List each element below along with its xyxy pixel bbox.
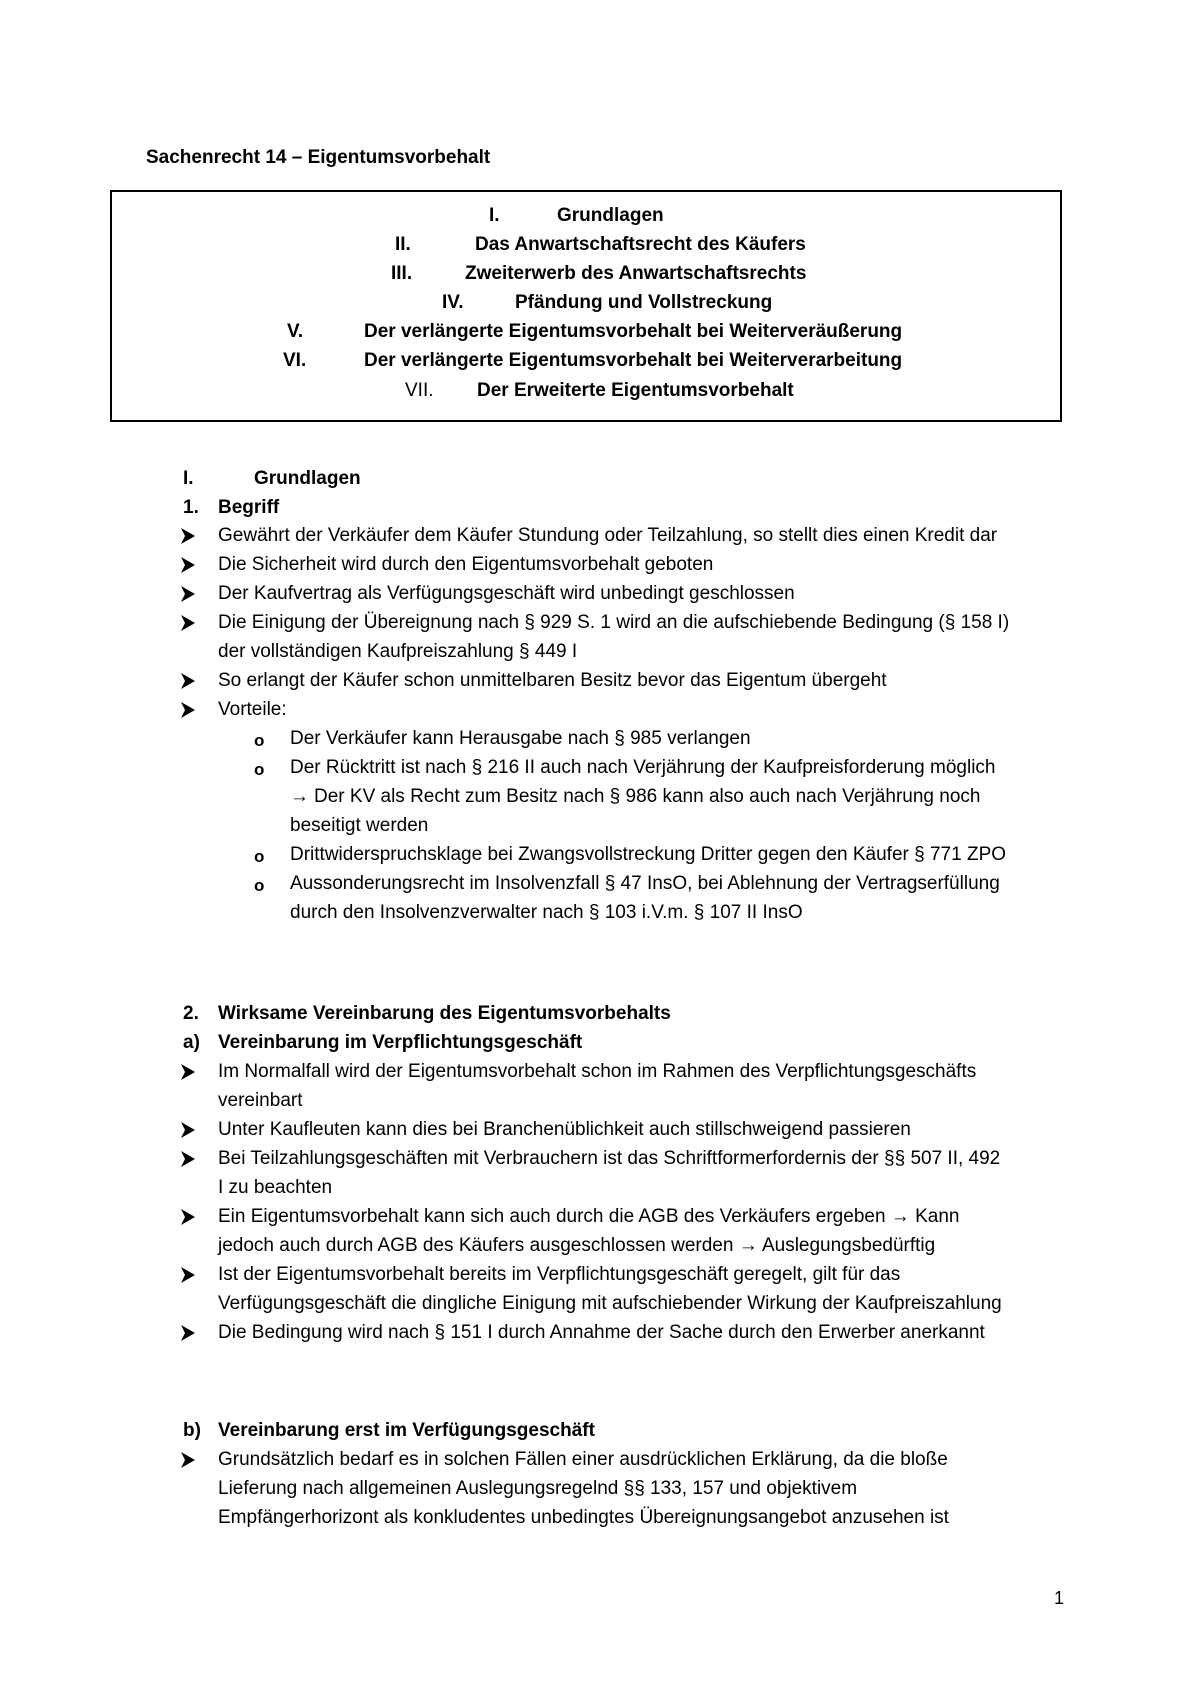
list-item-continuation: Verfügungsgeschäft die dingliche Einigung mit aufschiebender Wirkung der Kaufpreiszahlung (218, 1293, 1002, 1314)
arrowhead-bullet-icon (180, 1062, 198, 1086)
list-item (218, 1205, 959, 1229)
sub-list-item: Drittwiderspruchsklage bei Zwangsvollstreckung Dritter gegen den Käufer § 771 ZPO (290, 844, 1007, 865)
toc-item-number: V. (287, 321, 304, 342)
toc-item-text: Zweiterwerb des Anwartschaftsrechts (465, 263, 807, 284)
list-item: Der Kaufvertrag als Verfügungsgeschäft wird unbedingt geschlossen (218, 583, 795, 604)
toc-item-text: Pfändung und Vollstreckung (515, 292, 773, 313)
section-number: I. (183, 468, 194, 489)
right-arrow-icon: → (738, 1235, 758, 1256)
arrowhead-bullet-icon (180, 1323, 198, 1347)
list-item: Im Normalfall wird der Eigentumsvorbehalt schon im Rahmen des Verpflichtungsgeschäfts (218, 1061, 977, 1082)
list-item: Ist der Eigentumsvorbehalt bereits im Verpflichtungsgeschäft geregelt, gilt für das (218, 1264, 901, 1285)
toc-item-text: Der Erweiterte Eigentumsvorbehalt (477, 380, 794, 401)
list-item: Die Sicherheit wird durch den Eigentumsvorbehalt geboten (218, 554, 714, 575)
toc-item-text: Das Anwartschaftsrecht des Käufers (475, 234, 806, 255)
list-item-continuation: der vollständigen Kaufpreiszahlung § 449 I (218, 641, 578, 662)
list-item-text: Kann (915, 1206, 960, 1227)
subsection-letter: b) (183, 1420, 201, 1441)
toc-item-number: III. (391, 263, 413, 284)
list-item: Gewährt der Verkäufer dem Käufer Stundung oder Teilzahlung, so stellt dies einen Kredit dar (218, 525, 998, 546)
subsection-number: 1. (183, 497, 199, 518)
subsection-heading: Vereinbarung im Verpflichtungsgeschäft (218, 1032, 583, 1053)
circle-bullet-icon: o (254, 847, 265, 866)
list-item-continuation: Empfängerhorizont als konkludentes unbedingtes Übereignungsangebot anzusehen ist (218, 1507, 949, 1528)
sub-list-item: Aussonderungsrecht im Insolvenzfall § 47 InsO, bei Ablehnung der Vertragserfüllung (290, 873, 1000, 894)
circle-bullet-icon: o (254, 876, 265, 895)
subsection-letter: a) (183, 1032, 200, 1053)
circle-bullet-icon: o (254, 760, 265, 779)
toc-item-number: I. (489, 205, 500, 226)
toc-item-text: Grundlagen (557, 205, 664, 226)
toc-item-text: Der verlängerte Eigentumsvorbehalt bei Weiterveräußerung (364, 321, 903, 342)
arrowhead-bullet-icon (180, 526, 198, 550)
list-item: So erlangt der Käufer schon unmittelbaren Besitz bevor das Eigentum übergeht (218, 670, 887, 691)
list-item: Vorteile: (218, 699, 287, 720)
toc-item-text: Der verlängerte Eigentumsvorbehalt bei Weiterverarbeitung (364, 350, 903, 371)
section-heading: Grundlagen (254, 468, 361, 489)
arrowhead-bullet-icon (180, 613, 198, 637)
list-item-continuation (218, 1234, 935, 1258)
list-item-continuation: vereinbart (218, 1090, 303, 1111)
subsection-heading: Vereinbarung erst im Verfügungsgeschäft (218, 1420, 595, 1441)
page-number: 1 (1054, 1588, 1065, 1608)
sub-list-item-continuation: Der KV als Recht zum Besitz nach § 986 kann also auch nach Verjährung noch (314, 786, 981, 807)
toc-item-number: IV. (442, 292, 464, 313)
right-arrow-icon: → (290, 786, 309, 807)
list-item-continuation: I zu beachten (218, 1177, 333, 1198)
arrowhead-bullet-icon (180, 1450, 198, 1474)
list-item-text: Auslegungsbedürftig (761, 1235, 936, 1256)
circle-bullet-icon: o (254, 731, 265, 750)
subsection-heading: Begriff (218, 497, 280, 518)
page-title: Sachenrecht 14 – Eigentumsvorbehalt (146, 147, 491, 168)
sub-list-item: Der Rücktritt ist nach § 216 II auch nach Verjährung der Kaufpreisforderung möglich (290, 757, 996, 778)
arrowhead-bullet-icon (180, 1207, 198, 1231)
arrowhead-bullet-icon (180, 1120, 198, 1144)
arrowhead-bullet-icon (180, 555, 198, 579)
arrowhead-bullet-icon (180, 584, 198, 608)
list-item: Die Einigung der Übereignung nach § 929 S. 1 wird an die aufschiebende Bedingung (§ 158 I) (218, 612, 1010, 633)
list-item: Bei Teilzahlungsgeschäften mit Verbrauchern ist das Schriftformerfordernis der §§ 507 II, 492 (218, 1148, 1001, 1169)
list-item-text: Ein Eigentumsvorbehalt kann sich auch durch die AGB des Verkäufers ergeben (218, 1206, 886, 1227)
subsection-heading: Wirksame Vereinbarung des Eigentumsvorbehalts (218, 1003, 671, 1024)
subsection-number: 2. (183, 1003, 199, 1024)
list-item-text: jedoch auch durch AGB des Käufers ausgeschlossen werden (218, 1235, 734, 1256)
list-item-continuation: Lieferung nach allgemeinen Auslegungsregelnd §§ 133, 157 und objektivem (218, 1478, 858, 1499)
sub-list-item-continuation: durch den Insolvenzverwalter nach § 103 i.V.m. § 107 II InsO (290, 902, 803, 923)
arrowhead-bullet-icon (180, 671, 198, 695)
arrowhead-bullet-icon (180, 1265, 198, 1289)
list-item: Die Bedingung wird nach § 151 I durch Annahme der Sache durch den Erwerber anerkannt (218, 1322, 985, 1343)
sub-list-item-continuation: beseitigt werden (290, 815, 429, 836)
arrowhead-bullet-icon (180, 1149, 198, 1173)
list-item: Grundsätzlich bedarf es in solchen Fällen einer ausdrücklichen Erklärung, da die bloße (218, 1449, 948, 1470)
table-of-contents-box (110, 190, 1062, 422)
arrowhead-bullet-icon (180, 700, 198, 724)
right-arrow-icon: → (890, 1206, 910, 1227)
list-item: Unter Kaufleuten kann dies bei Branchenüblichkeit auch stillschweigend passieren (218, 1119, 911, 1140)
toc-item-number: VI. (283, 350, 307, 371)
toc-item-number: II. (395, 234, 411, 255)
sub-list-item: Der Verkäufer kann Herausgabe nach § 985 verlangen (290, 728, 751, 749)
toc-item-number: VII. (405, 380, 434, 401)
